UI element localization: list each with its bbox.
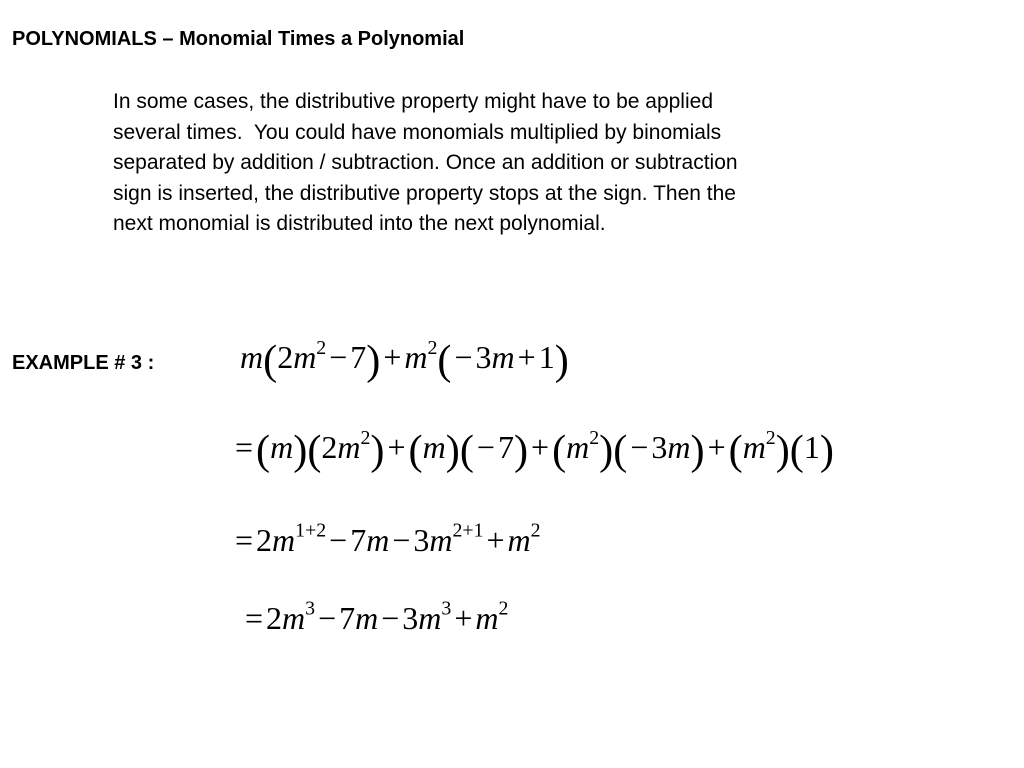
example-label: EXAMPLE # 3 :: [12, 352, 155, 374]
intro-paragraph: [113, 87, 913, 240]
paragraph-line: several times. You could have monomials multiplied by binomials: [113, 120, 722, 144]
paragraph-line: separated by addition / subtraction. Once an addition or subtraction: [113, 151, 738, 174]
paragraph-line: In some cases, the distributive property might have to be applied: [113, 90, 713, 113]
paragraph-line: next monomial is distributed into the next polynomial.: [113, 212, 606, 235]
page-title: POLYNOMIALS – Monomial Times a Polynomial: [12, 28, 465, 50]
equation-step-1: $m(2m^2-7)+m^2(-3m+1)$: [240, 336, 569, 384]
equation-step-3: $=2m^{1+2}-7m-3m^{2+1}+m^2$: [235, 519, 541, 558]
equation-step-4: $=2m^3-7m-3m^3+m^2$: [245, 597, 509, 636]
paragraph-line: sign is inserted, the distributive property stops at the sign. Then the: [113, 181, 736, 205]
equation-step-2: $=(m)(2m^2)+(m)(-7)+(m^2)(-3m)+(m^2)(1)$: [235, 426, 834, 474]
